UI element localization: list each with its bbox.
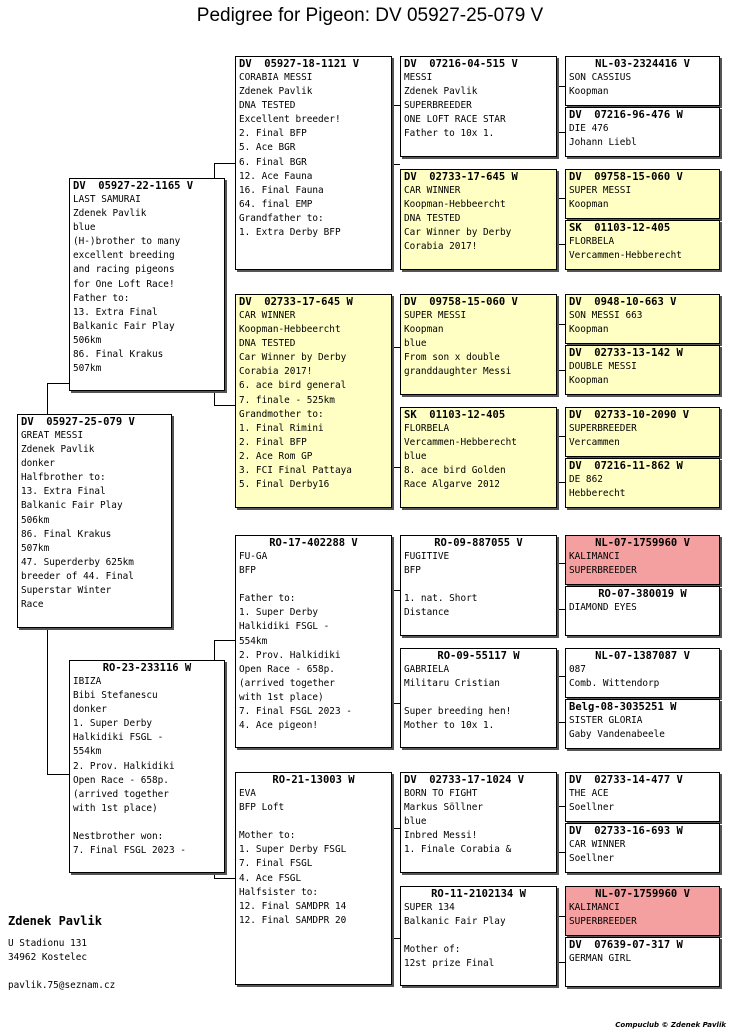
ggp-card-mff[interactable] bbox=[400, 535, 557, 636]
ring-number: DV 02733-14-477 V bbox=[569, 774, 683, 786]
ring-number: RO-07-380019 W bbox=[598, 588, 687, 600]
pigeon-details: DOUBLE MESSI Koopman bbox=[569, 361, 637, 387]
ggp-card-fff[interactable] bbox=[400, 56, 557, 157]
pigeon-details: THE ACE Soellner bbox=[569, 788, 615, 814]
ring-number: RO-09-55117 W bbox=[437, 650, 520, 662]
ring-number: RO-09-887055 V bbox=[434, 537, 523, 549]
gggp-card-11[interactable] bbox=[565, 648, 720, 698]
ring-number: DV 02733-17-1024 V bbox=[404, 774, 525, 786]
pigeon-details: SUPER 134 Balkanic Fair Play Mother of: 12st prize Final bbox=[404, 902, 506, 970]
ring-number: DV 05927-25-079 V bbox=[21, 416, 135, 428]
gggp-card-4[interactable] bbox=[565, 220, 720, 270]
ring-number: RO-23-233116 W bbox=[102, 662, 192, 674]
subject-pigeon-card[interactable] bbox=[17, 414, 172, 628]
ring-number: DV 02733-10-2090 V bbox=[569, 409, 690, 421]
gggp-card-6[interactable] bbox=[565, 345, 720, 395]
pigeon-details: SON MESSI 663 Koopman bbox=[569, 310, 643, 336]
pigeon-details: GABRIELA Militaru Cristian Super breeding hen! Mother to 10x 1. bbox=[404, 664, 512, 732]
pigeon-details: SISTER GLORIA Gaby Vandenabeele bbox=[569, 715, 665, 741]
pigeon-details: DIAMOND EYES bbox=[569, 602, 637, 613]
ring-number: RO-17-402288 V bbox=[269, 537, 358, 549]
pigeon-details: FLORBELA Vercammen-Hebberecht bbox=[569, 236, 682, 262]
pigeon-details: DIE 476 Johann Liebl bbox=[569, 123, 637, 149]
maternal-grandfather-card[interactable] bbox=[235, 535, 392, 748]
gggp-card-12[interactable] bbox=[565, 699, 720, 749]
ggp-card-ffm[interactable] bbox=[400, 169, 557, 270]
gggp-card-15[interactable] bbox=[565, 886, 720, 936]
gggp-card-16[interactable] bbox=[565, 937, 720, 987]
ring-number: SK 01103-12-405 bbox=[569, 222, 671, 234]
gggp-card-1[interactable] bbox=[565, 56, 720, 106]
pigeon-details: DE 862 Hebberecht bbox=[569, 474, 626, 500]
ring-number: DV 07216-11-862 W bbox=[569, 460, 683, 472]
gggp-card-14[interactable] bbox=[565, 823, 720, 873]
pigeon-details: KALIMANCI SUPERBREEDER bbox=[569, 551, 637, 577]
pigeon-details: CAR WINNER Koopman-Hebbeercht DNA TESTED Car Winner by Derby Corabia 2017! bbox=[404, 185, 512, 253]
pigeon-details: SUPER MESSI Koopman bbox=[569, 185, 632, 211]
ring-number: DV 02733-17-645 W bbox=[404, 171, 518, 183]
pigeon-details: FLORBELA Vercammen-Hebberecht blue 8. ace bird Golden Race Algarve 2012 bbox=[404, 423, 517, 491]
ring-number: SK 01103-12-405 bbox=[404, 409, 506, 421]
ring-number: RO-11-2102134 W bbox=[431, 888, 526, 900]
ggp-card-mfm[interactable] bbox=[400, 648, 557, 748]
ring-number: DV 09758-15-060 V bbox=[404, 296, 518, 308]
owner-address-city: 34962 Kostelec bbox=[8, 952, 88, 963]
ring-number: DV 02733-17-645 W bbox=[239, 296, 353, 308]
ring-number: DV 07639-07-317 W bbox=[569, 939, 683, 951]
paternal-grandmother-card[interactable] bbox=[235, 294, 392, 508]
owner-name: Zdenek Pavlik bbox=[8, 914, 102, 928]
ring-number: DV 0948-10-663 V bbox=[569, 296, 677, 308]
pigeon-details: 087 Comb. Wittendorp bbox=[569, 664, 660, 690]
pigeon-details: IBIZA Bibi Stefanescu donker 1. Super Derby Halkidiki FSGL - 554km 2. Prov. Halkidiki Open Race - 658p. (arrived together with 1st place) Nestbrother won: 7. Final FSGL 2023 - bbox=[73, 676, 186, 857]
gggp-card-2[interactable] bbox=[565, 107, 720, 157]
pigeon-details: CORABIA MESSI Zdenek Pavlik DNA TESTED Excellent breeder! 2. Final BFP 5. Ace BGR 6. Final BGR 12. Ace Fauna 16. Final Fauna 64. final EMP Grandfather to: 1. Extra Derby BFP bbox=[239, 72, 341, 239]
mother-card[interactable] bbox=[69, 660, 225, 873]
pigeon-details: CAR WINNER Soellner bbox=[569, 839, 626, 865]
ggp-card-mmm[interactable] bbox=[400, 886, 557, 986]
pigeon-details: SUPERBREEDER Vercammen bbox=[569, 423, 637, 449]
pigeon-details: EVA BFP Loft Mother to: 1. Super Derby FSGL 7. Final FSGL 4. Ace FSGL Halfsister to: 12. Final SAMDPR 14 12. Final SAMDPR 20 bbox=[239, 788, 347, 926]
ring-number: DV 05927-18-1121 V bbox=[239, 58, 360, 70]
ring-number: DV 05927-22-1165 V bbox=[73, 180, 194, 192]
gggp-card-5[interactable] bbox=[565, 294, 720, 344]
pigeon-details: GERMAN GIRL bbox=[569, 953, 632, 964]
ggp-card-fmf[interactable] bbox=[400, 294, 557, 395]
footer-credit: Compuclub © Zdenek Pavlik bbox=[615, 1021, 726, 1029]
gggp-card-3[interactable] bbox=[565, 169, 720, 219]
pigeon-details: BORN TO FIGHT Markus Söllner blue Inbred Messi! 1. Finale Corabia & bbox=[404, 788, 512, 856]
ring-number: DV 07216-04-515 V bbox=[404, 58, 518, 70]
ring-number: NL-07-1759960 V bbox=[595, 537, 690, 549]
gggp-card-9[interactable] bbox=[565, 535, 720, 585]
page-title: Pedigree for Pigeon: DV 05927-25-079 V bbox=[196, 5, 544, 26]
father-card[interactable] bbox=[69, 178, 225, 391]
ring-number: Belg-08-3035251 W bbox=[569, 701, 677, 713]
ring-number: NL-03-2324416 V bbox=[595, 58, 690, 70]
gggp-card-13[interactable] bbox=[565, 772, 720, 822]
ring-number: DV 02733-16-693 W bbox=[569, 825, 683, 837]
pigeon-details: GREAT MESSI Zdenek Pavlik donker Halfbrother to: 13. Extra Final Balkanic Fair Play 506km 86. Final Krakus 507km 47. Superderby 625km breeder of 44. Final Superstar Winter Race bbox=[21, 430, 134, 611]
ggp-card-fmm[interactable] bbox=[400, 407, 557, 508]
pigeon-details: FUGITIVE BFP 1. nat. Short Distance bbox=[404, 551, 478, 619]
pigeon-details: CAR WINNER Koopman-Hebbeercht DNA TESTED Car Winner by Derby Corabia 2017! 6. ace bird general 7. finale - 525km Grandmother to: 1. Final Rimini 2. Final BFP 2. Ace Rom GP 3. FCI Final Pattaya 5. Final Derby16 bbox=[239, 310, 352, 491]
maternal-grandmother-card[interactable] bbox=[235, 772, 392, 985]
gggp-card-8[interactable] bbox=[565, 458, 720, 508]
paternal-grandfather-card[interactable] bbox=[235, 56, 392, 270]
ring-number: NL-07-1759960 V bbox=[595, 888, 690, 900]
ring-number: RO-21-13003 W bbox=[272, 774, 355, 786]
gggp-card-7[interactable] bbox=[565, 407, 720, 457]
pigeon-details: LAST SAMURAI Zdenek Pavlik blue (H-)brother to many excellent breeding and racing pigeons for One Loft Race! Father to: 13. Extra Final Balkanic Fair Play 506km 86. Final Krakus 507km bbox=[73, 194, 181, 375]
ring-number: DV 07216-96-476 W bbox=[569, 109, 683, 121]
gggp-card-10[interactable] bbox=[565, 586, 720, 636]
pigeon-details: SON CASSIUS Koopman bbox=[569, 72, 632, 98]
ggp-card-mmf[interactable] bbox=[400, 772, 557, 873]
ring-number: DV 02733-13-142 W bbox=[569, 347, 683, 359]
pigeon-details: KALIMANCI SUPERBREEDER bbox=[569, 902, 637, 928]
ring-number: NL-07-1387087 V bbox=[595, 650, 690, 662]
pigeon-details: FU-GA BFP Father to: 1. Super Derby Halkidiki FSGL - 554km 2. Prov. Halkidiki Open Race - 658p. (arrived together with 1st place) 7. Final FSGL 2023 - 4. Ace pigeon! bbox=[239, 551, 352, 732]
ring-number: DV 09758-15-060 V bbox=[569, 171, 683, 183]
owner-email[interactable]: pavlik.75@seznam.cz bbox=[8, 980, 116, 991]
owner-address-street: U Stadionu 131 bbox=[8, 938, 88, 949]
pigeon-details: SUPER MESSI Koopman blue From son x double granddaughter Messi bbox=[404, 310, 512, 378]
pigeon-details: MESSI Zdenek Pavlik SUPERBREEDER ONE LOFT RACE STAR Father to 10x 1. bbox=[404, 72, 506, 140]
